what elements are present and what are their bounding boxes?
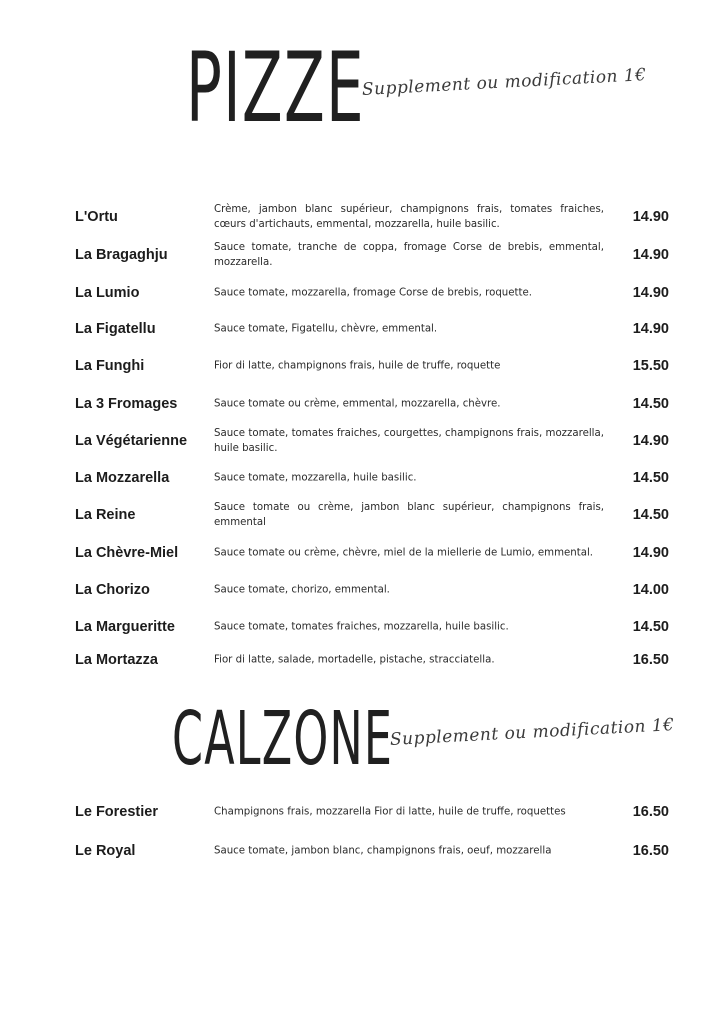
item-description: Sauce tomate, tomates fraiches, courgettes, champignons frais, mozzarella, huile basilic. <box>214 428 604 454</box>
item-name: L'Ortu <box>75 209 118 225</box>
menu-item <box>0 460 724 496</box>
item-price: 14.90 <box>632 321 669 337</box>
menu-item <box>0 275 724 311</box>
item-description: Sauce tomate, Figatellu, chèvre, emmental. <box>214 323 438 335</box>
item-description: Fior di latte, champignons frais, huile de truffe, roquette <box>214 360 501 372</box>
item-name: La Chèvre-Miel <box>75 545 179 561</box>
item-price: 14.50 <box>632 619 669 635</box>
item-description: Sauce tomate, mozzarella, huile basilic. <box>214 472 417 484</box>
item-price: 14.90 <box>632 247 669 263</box>
item-price: 16.50 <box>632 652 669 668</box>
item-name: La Chorizo <box>75 582 150 598</box>
item-price: 14.90 <box>632 433 669 449</box>
item-price: 14.50 <box>632 396 669 412</box>
item-name: Le Royal <box>75 843 136 859</box>
calzone-supplement-note: Supplement ou modification 1€ <box>389 715 675 750</box>
item-name: La Végétarienne <box>75 433 188 449</box>
item-name: La Mozzarella <box>75 470 170 486</box>
menu-item <box>0 199 724 235</box>
item-price: 14.90 <box>632 209 669 225</box>
item-description: Sauce tomate, jambon blanc, champignons frais, oeuf, mozzarella <box>214 845 552 857</box>
item-name: Le Forestier <box>75 804 158 820</box>
item-price: 14.00 <box>632 582 669 598</box>
item-price: 16.50 <box>632 843 669 859</box>
item-description: Fior di latte, salade, mortadelle, pistache, stracciatella. <box>214 654 495 666</box>
pizze-title: PIZZE <box>186 32 365 144</box>
item-price: 14.90 <box>632 285 669 301</box>
menu-item <box>0 237 724 273</box>
item-description: Sauce tomate, chorizo, emmental. <box>214 584 390 596</box>
item-description: Sauce tomate, mozzarella, fromage Corse de brebis, roquette. <box>214 287 533 299</box>
item-name: La Lumio <box>75 285 140 301</box>
item-name: La Bragaghju <box>75 247 168 263</box>
item-description: Sauce tomate, tranche de coppa, fromage Corse de brebis, emmental, mozzarella. <box>214 242 604 268</box>
item-description: Sauce tomate ou crème, jambon blanc supérieur, champignons frais, emmental <box>214 502 604 528</box>
item-description: Sauce tomate ou crème, emmental, mozzarella, chèvre. <box>214 398 501 410</box>
menu-item <box>0 311 724 347</box>
item-name: La Margueritte <box>75 619 175 635</box>
menu-item <box>0 386 724 422</box>
menu-item <box>0 423 724 459</box>
calzone-title: CALZONE <box>172 696 394 782</box>
item-description: Crème, jambon blanc supérieur, champignons frais, tomates fraiches, cœurs d'artichauts, emmental, mozzarella, huile basilic. <box>214 204 604 230</box>
menu-item <box>0 572 724 608</box>
item-price: 14.50 <box>632 507 669 523</box>
item-name: La Funghi <box>75 358 145 374</box>
item-price: 14.90 <box>632 545 669 561</box>
item-name: La 3 Fromages <box>75 396 178 412</box>
item-price: 15.50 <box>632 358 669 374</box>
menu-item <box>0 497 724 533</box>
item-description: Sauce tomate, tomates fraiches, mozzarella, huile basilic. <box>214 621 509 633</box>
item-description: Champignons frais, mozzarella Fior di latte, huile de truffe, roquettes <box>214 806 566 818</box>
item-name: La Figatellu <box>75 321 156 337</box>
menu-item <box>0 535 724 571</box>
item-name: La Reine <box>75 507 136 523</box>
menu-item <box>0 642 724 678</box>
menu-item <box>0 794 724 830</box>
item-name: La Mortazza <box>75 652 158 668</box>
menu-item <box>0 833 724 869</box>
item-price: 16.50 <box>632 804 669 820</box>
item-price: 14.50 <box>632 470 669 486</box>
pizze-supplement-note: Supplement ou modification 1€ <box>361 65 647 100</box>
menu-item <box>0 348 724 384</box>
item-description: Sauce tomate ou crème, chèvre, miel de la miellerie de Lumio, emmental. <box>214 547 594 559</box>
menu-item <box>0 609 724 645</box>
